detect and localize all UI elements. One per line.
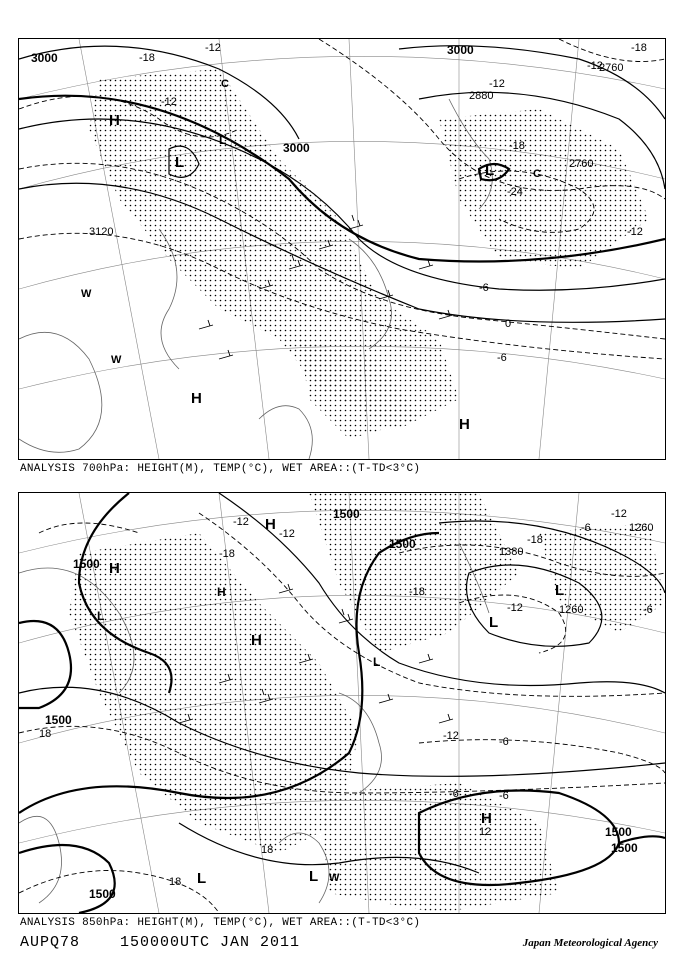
temp-label: -12 bbox=[205, 42, 221, 54]
temp-label: 18 bbox=[261, 844, 274, 856]
low-center: L bbox=[485, 162, 495, 179]
temp-label: -18 bbox=[509, 140, 525, 152]
temp-label: -24 bbox=[507, 186, 523, 198]
temp-label: -18 bbox=[409, 586, 425, 598]
temp-label: -12 bbox=[587, 60, 603, 72]
cold-center: C bbox=[533, 168, 541, 180]
height-label: 1500 bbox=[89, 887, 116, 901]
temp-label: -12 bbox=[443, 730, 459, 742]
temp-label: -12 bbox=[161, 96, 177, 108]
low-center: L bbox=[97, 609, 105, 623]
wet-areas bbox=[69, 493, 665, 913]
height-label: 1500 bbox=[605, 825, 632, 839]
warm-center: W bbox=[81, 288, 92, 300]
height-label: 1500 bbox=[389, 537, 416, 551]
height-label: 2760 bbox=[599, 62, 624, 74]
chart-id-line bbox=[20, 934, 300, 951]
high-center: H bbox=[265, 516, 276, 533]
temp-label: 18 bbox=[169, 876, 182, 888]
cold-center: C bbox=[221, 78, 229, 90]
low-center: L bbox=[175, 154, 185, 171]
low-center: L bbox=[219, 133, 227, 147]
high-center: H bbox=[191, 390, 202, 407]
height-label: 2880 bbox=[469, 90, 494, 102]
temp-label: -18 bbox=[631, 42, 647, 54]
low-center: L bbox=[309, 868, 319, 885]
chart-code: AUPQ78 bbox=[20, 934, 81, 951]
temp-label: -12 bbox=[507, 602, 523, 614]
temp-label: 12 bbox=[479, 826, 492, 838]
temp-label: -6 bbox=[499, 790, 509, 802]
temp-label: 18 bbox=[39, 728, 52, 740]
map-panel-700hpa bbox=[18, 38, 666, 460]
valid-time: 150000UTC JAN 2011 bbox=[120, 934, 301, 951]
high-center: H bbox=[217, 585, 226, 599]
temp-label: -12 bbox=[279, 528, 295, 540]
height-label: 1500 bbox=[333, 507, 360, 521]
height-label: 1260 bbox=[629, 522, 654, 534]
map-850-graphics bbox=[19, 493, 665, 913]
high-center: H bbox=[481, 810, 492, 827]
temp-label: -6 bbox=[581, 522, 591, 534]
temp-label: -6 bbox=[449, 788, 459, 800]
temp-label: -12 bbox=[627, 226, 643, 238]
height-label: 1260 bbox=[559, 604, 584, 616]
map-panel-850hpa bbox=[18, 492, 666, 914]
low-center: L bbox=[555, 582, 565, 599]
height-label: 3000 bbox=[447, 43, 474, 57]
temp-label: -18 bbox=[139, 52, 155, 64]
temp-label: -6 bbox=[643, 604, 653, 616]
low-center: L bbox=[197, 870, 207, 887]
high-center: H bbox=[109, 112, 120, 129]
height-label: 3000 bbox=[283, 141, 310, 155]
temp-label: -12 bbox=[611, 508, 627, 520]
height-label: 3000 bbox=[31, 51, 58, 65]
temp-label: -18 bbox=[527, 534, 543, 546]
temp-label: -18 bbox=[219, 548, 235, 560]
low-center: L bbox=[489, 614, 499, 631]
temp-label: 0 bbox=[505, 318, 512, 330]
temp-label: -12 bbox=[489, 78, 505, 90]
high-center: H bbox=[251, 632, 262, 649]
map-700-graphics bbox=[19, 39, 665, 459]
warm-center: W bbox=[329, 872, 340, 884]
high-center: H bbox=[459, 416, 470, 433]
agency-credit: Japan Meteorological Agency bbox=[522, 937, 658, 949]
height-label: 3120 bbox=[89, 226, 114, 238]
height-label: 1380 bbox=[499, 546, 524, 558]
temp-label: -6 bbox=[479, 282, 489, 294]
height-label: 1500 bbox=[611, 841, 638, 855]
caption-700hpa: ANALYSIS 700hPa: HEIGHT(M), TEMP(°C), WET AREA::(T-TD<3°C) bbox=[20, 463, 421, 475]
height-label: 2760 bbox=[569, 158, 594, 170]
caption-850hpa: ANALYSIS 850hPa: HEIGHT(M), TEMP(°C), WET AREA::(T-TD<3°C) bbox=[20, 917, 421, 929]
temp-label: -6 bbox=[497, 352, 507, 364]
height-label: 1500 bbox=[73, 557, 100, 571]
warm-center: W bbox=[111, 354, 122, 366]
low-center: L bbox=[373, 655, 381, 669]
height-label: 1500 bbox=[45, 713, 72, 727]
temp-label: -6 bbox=[499, 736, 509, 748]
high-center: H bbox=[109, 560, 120, 577]
temp-label: -12 bbox=[233, 516, 249, 528]
